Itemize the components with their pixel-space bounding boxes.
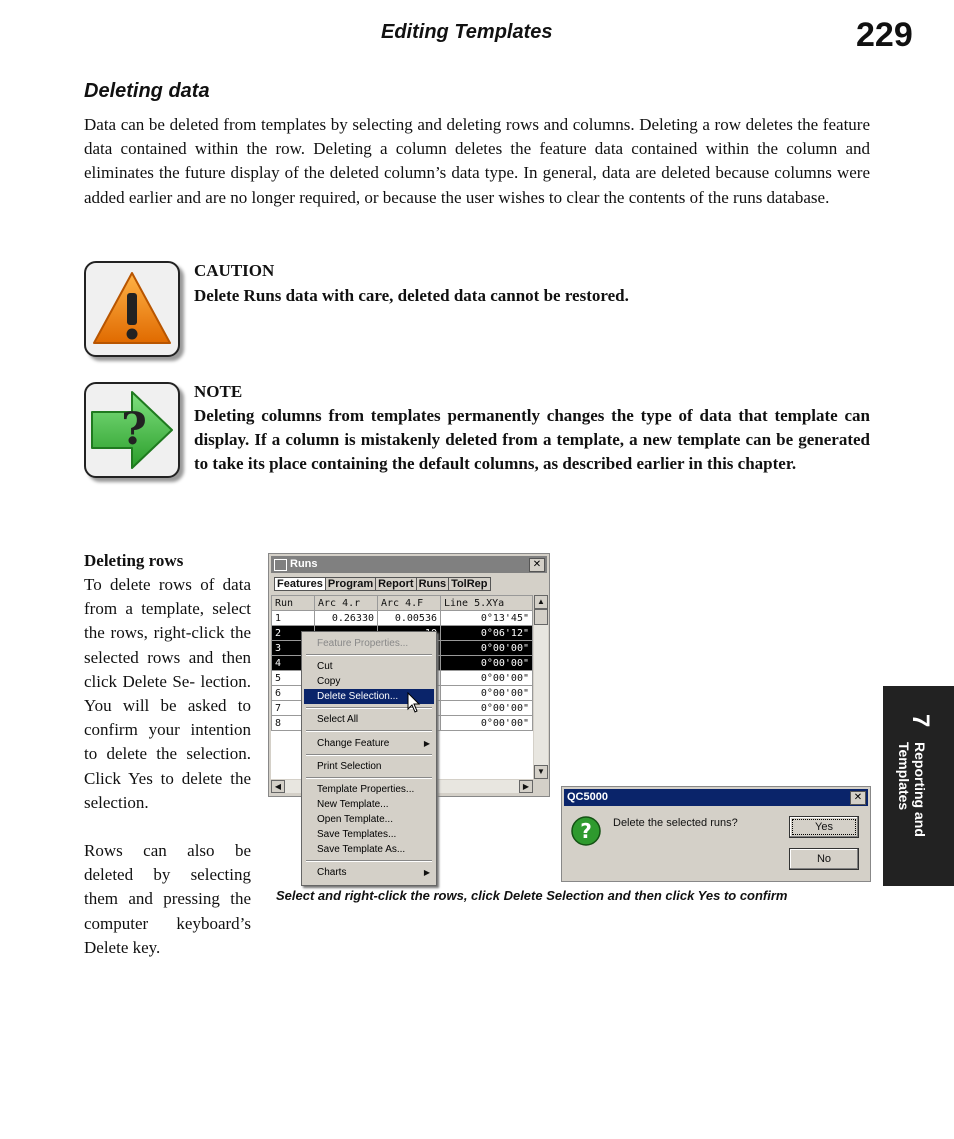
no-button[interactable]: No (789, 848, 859, 870)
menu-separator (306, 654, 432, 656)
table-cell[interactable]: 2 (272, 626, 315, 641)
yes-button[interactable]: Yes (789, 816, 859, 838)
table-cell[interactable]: 6 (272, 686, 315, 701)
table-cell[interactable]: 5 (272, 671, 315, 686)
deleting-rows-paragraph-2: Rows can also be deleted by selecting them and pressing the computer keyboard’s Delete key. (84, 841, 251, 957)
tab-report[interactable]: Report (376, 577, 416, 591)
menu-item-change-feature[interactable]: Change Feature (317, 738, 390, 749)
chapter-number: 7 (907, 714, 934, 728)
context-menu (301, 631, 437, 886)
page-number: 229 (856, 16, 913, 54)
menu-item-open-template[interactable]: Open Template... (317, 814, 393, 825)
menu-separator (306, 730, 432, 732)
question-icon (570, 815, 602, 847)
chapter-title-line2: Templates (896, 742, 912, 811)
runs-header-row (272, 596, 533, 611)
table-cell[interactable]: 0°00'00" (441, 656, 533, 671)
note-text: Deleting columns from templates permanently changes the type of data that template can display. If a column is mistakenly deleted from a template, a new template can be generated to take its place containing the default columns, as described earlier in this chapter. (194, 406, 870, 474)
tab-tolrep[interactable]: TolRep (449, 577, 490, 591)
running-header: Editing Templates (381, 21, 553, 43)
menu-item-cut[interactable]: Cut (317, 661, 333, 672)
question-arrow-icon (86, 384, 178, 476)
column-header[interactable]: Run (272, 596, 315, 611)
menu-item-copy[interactable]: Copy (317, 676, 341, 687)
table-cell[interactable]: 7 (272, 701, 315, 716)
runs-close-button[interactable]: ✕ (529, 558, 545, 572)
menu-separator (306, 777, 432, 779)
scroll-right-icon[interactable]: ▶ (519, 780, 533, 793)
scroll-up-icon[interactable]: ▲ (534, 595, 548, 609)
note-title: NOTE (194, 382, 243, 401)
dialog-title: QC5000 (567, 791, 608, 803)
menu-separator (306, 754, 432, 756)
menu-separator (306, 860, 432, 862)
mouse-cursor-icon (407, 692, 421, 714)
table-cell[interactable]: 0.00536 (378, 611, 441, 626)
column-header[interactable]: Arc 4.r (315, 596, 378, 611)
table-cell[interactable]: 1 (272, 611, 315, 626)
table-cell[interactable]: 0°00'00" (441, 641, 533, 656)
runs-titlebar (271, 556, 547, 573)
table-cell[interactable]: 0°00'00" (441, 716, 533, 731)
dialog-message: Delete the selected runs? (613, 817, 738, 829)
table-cell[interactable]: 0°13'45" (441, 611, 533, 626)
caution-text: Delete Runs data with care, deleted data cannot be restored. (194, 286, 629, 305)
tab-program[interactable]: Program (326, 577, 376, 591)
menu-item-save-template-as[interactable]: Save Template As... (317, 844, 406, 855)
menu-item-save-templates[interactable]: Save Templates... (317, 829, 397, 840)
scroll-down-icon[interactable]: ▼ (534, 765, 548, 779)
section-heading: Deleting data (84, 80, 210, 102)
scroll-left-icon[interactable]: ◀ (271, 780, 285, 793)
table-cell[interactable]: 4 (272, 656, 315, 671)
dialog-titlebar (564, 789, 868, 806)
menu-item-print-selection[interactable]: Print Selection (317, 761, 382, 772)
confirm-dialog (561, 786, 871, 882)
column-header[interactable]: Arc 4.F (378, 596, 441, 611)
intro-paragraph: Data can be deleted from templates by selecting and deleting rows and columns. Deleting a row deletes the feature data contained within the row. Deleting a column deletes the feature data contained within the column and eliminates the future display of the deleted column’s data type. In general, data are deleted because columns were added earlier and are no longer required, or because the user wishes to clear the contents of the runs database. (84, 115, 870, 207)
runs-window-icon (274, 559, 287, 571)
note-icon-box (84, 382, 180, 478)
dialog-close-button[interactable]: ✕ (850, 791, 866, 805)
table-cell[interactable]: 0°00'00" (441, 671, 533, 686)
svg-text:?: ? (580, 819, 592, 843)
svg-text:?: ? (121, 404, 147, 455)
chapter-title-line1: Reporting and (912, 742, 928, 837)
menu-item-delete-selection[interactable]: Delete Selection... (304, 689, 434, 704)
menu-item-template-properties[interactable]: Template Properties... (317, 784, 415, 795)
menu-item-new-template[interactable]: New Template... (317, 799, 389, 810)
table-cell[interactable]: 0°00'00" (441, 701, 533, 716)
menu-item-select-all[interactable]: Select All (317, 714, 359, 725)
table-cell[interactable]: 8 (272, 716, 315, 731)
table-cell[interactable]: 0°00'00" (441, 686, 533, 701)
submenu-arrow-icon: ▶ (423, 739, 430, 748)
table-cell[interactable]: 0.26330 (315, 611, 378, 626)
vertical-scrollbar[interactable] (534, 595, 548, 779)
table-row[interactable] (272, 611, 533, 626)
figure-caption: Select and right-click the rows, click Delete Selection and then click Yes to confirm (276, 888, 788, 903)
column-header[interactable]: Line 5.XYa (441, 596, 533, 611)
scroll-thumb[interactable] (534, 609, 548, 625)
submenu-arrow-icon: ▶ (423, 868, 430, 877)
table-cell[interactable]: 3 (272, 641, 315, 656)
tab-runs[interactable]: Runs (417, 577, 450, 591)
chapter-side-tab (883, 686, 954, 886)
runs-window-title: Runs (290, 558, 318, 570)
deleting-rows-heading: Deleting rows (84, 551, 184, 570)
menu-item-feature-properties: Feature Properties... (317, 638, 409, 649)
caution-icon-box (84, 261, 180, 357)
caution-title: CAUTION (194, 261, 275, 280)
warning-triangle-icon (86, 263, 178, 355)
menu-item-charts[interactable]: Charts (317, 867, 347, 878)
tab-features[interactable]: Features (274, 577, 326, 591)
runs-tabs (274, 577, 491, 593)
table-cell[interactable]: 0°06'12" (441, 626, 533, 641)
deleting-rows-paragraph: To delete rows of data from a template, select the rows, right-click the selected rows and then click Delete Se- lection. You will be asked to confirm your intention to delete the selection. Click Yes to delete the selection. (84, 575, 251, 812)
